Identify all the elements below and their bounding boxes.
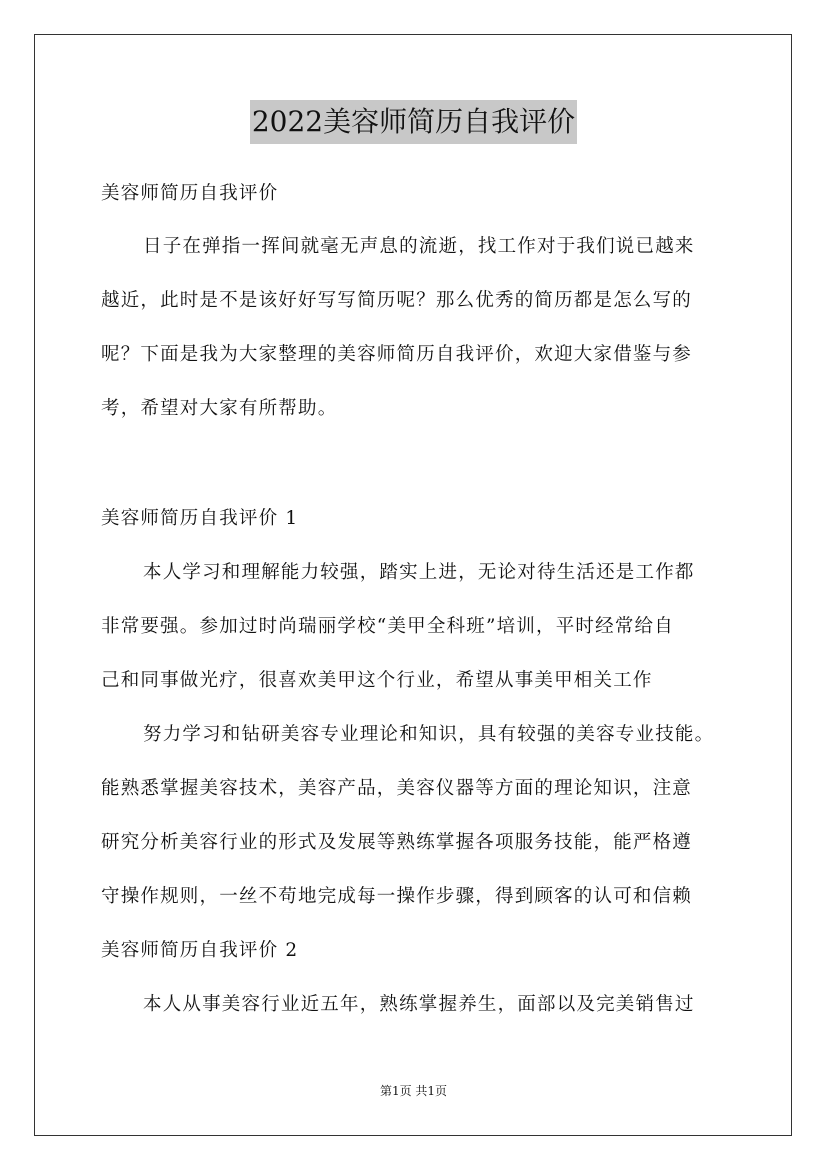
paragraph-line: 努力学习和钻研美容专业理论和知识，具有较强的美容专业技能。 <box>143 724 715 745</box>
page-footer: 第1页 共1页 <box>379 1084 448 1098</box>
intro-line: 呢？下面是我为大家整理的美容师简历自我评价，欢迎大家借鉴与参 <box>101 344 693 365</box>
paragraph-line: 能熟悉掌握美容技术，美容产品，美容仪器等方面的理论知识，注意 <box>101 778 693 799</box>
section-heading-1: 美容师简历自我评价 1 <box>101 508 299 529</box>
paragraph-line: 研究分析美容行业的形式及发展等熟练掌握各项服务技能，能严格遵 <box>101 832 693 853</box>
document-title: 2022美容师简历自我评价 <box>250 100 577 144</box>
paragraph-line: 本人从事美容行业近五年，熟练掌握养生，面部以及完美销售过 <box>143 994 695 1015</box>
intro-line: 越近，此时是不是该好好写写简历呢？那么优秀的简历都是怎么写的 <box>101 290 693 311</box>
paragraph-line: 己和同事做光疗，很喜欢美甲这个行业，希望从事美甲相关工作 <box>101 670 653 691</box>
paragraph-line: 守操作规则，一丝不苟地完成每一操作步骤，得到顾客的认可和信赖 <box>101 886 693 907</box>
intro-heading: 美容师简历自我评价 <box>101 183 279 204</box>
section-heading-2: 美容师简历自我评价 2 <box>101 940 299 961</box>
intro-line: 考，希望对大家有所帮助。 <box>101 398 338 419</box>
paragraph-line: 非常要强。参加过时尚瑞丽学校“美甲全科班”培训，平时经常给自 <box>101 616 674 637</box>
title-container <box>0 100 827 144</box>
intro-line: 日子在弹指一挥间就毫无声息的流逝，找工作对于我们说已越来 <box>143 236 695 257</box>
paragraph-line: 本人学习和理解能力较强，踏实上进，无论对待生活还是工作都 <box>143 562 695 583</box>
